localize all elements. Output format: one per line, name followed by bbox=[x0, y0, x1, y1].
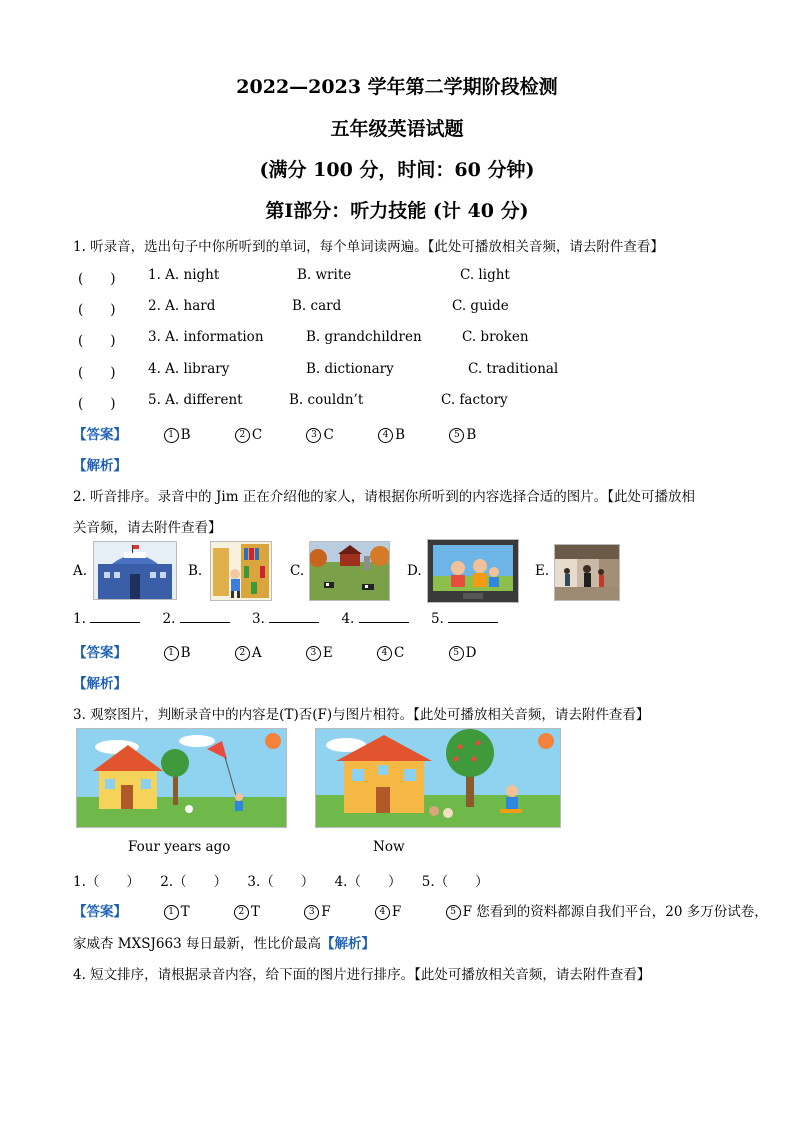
bookshelf-image bbox=[210, 541, 272, 601]
option-label-c: C. bbox=[290, 563, 305, 579]
q2-prompt-line2: 关音频，请去附件查看】 bbox=[73, 520, 222, 536]
answer-paren[interactable]: ( ) bbox=[78, 333, 116, 349]
option-a: 1. A. night bbox=[148, 267, 220, 283]
option-a: 5. A. different bbox=[148, 392, 243, 408]
option-label-e: E. bbox=[535, 563, 550, 579]
house-past-image bbox=[76, 728, 287, 828]
q2-blanks bbox=[73, 610, 498, 627]
analysis-tag: 【解析】 bbox=[320, 936, 375, 952]
answer-3: 3 E bbox=[306, 645, 333, 661]
option-label-b: B. bbox=[188, 563, 203, 579]
answer-4: 4 F bbox=[375, 904, 401, 920]
tf-item-3[interactable]: 3.（ ） bbox=[247, 874, 315, 890]
tv-family-image bbox=[427, 539, 519, 603]
tf-item-4[interactable]: 4.（ ） bbox=[334, 874, 402, 890]
option-b: B. write bbox=[297, 267, 352, 283]
option-c: C. broken bbox=[462, 329, 529, 345]
tf-item-5[interactable]: 5.（ ） bbox=[421, 874, 489, 890]
blank-4[interactable]: 4. bbox=[341, 611, 408, 627]
tf-item-2[interactable]: 2.（ ） bbox=[160, 874, 228, 890]
q2-answer-line bbox=[73, 641, 476, 661]
option-c: C. factory bbox=[441, 392, 508, 408]
option-label-d: D. bbox=[407, 563, 422, 579]
shopping-mall-image bbox=[554, 544, 620, 601]
answer-paren[interactable]: ( ) bbox=[78, 302, 116, 318]
option-c: C. guide bbox=[452, 298, 509, 314]
blank-3[interactable]: 3. bbox=[252, 611, 319, 627]
option-b: B. dictionary bbox=[306, 361, 394, 377]
answer-1: 1 B bbox=[164, 645, 191, 661]
q3-ad-line-2 bbox=[73, 932, 375, 952]
answer-4: 4 B bbox=[378, 427, 405, 443]
answer-paren[interactable]: ( ) bbox=[78, 365, 116, 381]
house-now-image bbox=[315, 728, 561, 828]
answer-3: 3 C bbox=[306, 427, 333, 443]
option-a: 4. A. library bbox=[148, 361, 230, 377]
blank-1[interactable]: 1. bbox=[73, 611, 140, 627]
answer-4: 4 C bbox=[377, 645, 404, 661]
option-a: 2. A. hard bbox=[148, 298, 216, 314]
ad-text-2: 家威杏 MXSJ663 每日最新，性比价最高 bbox=[73, 936, 321, 952]
answer-tag: 【答案】 bbox=[73, 645, 127, 661]
school-image bbox=[93, 541, 177, 600]
answer-3: 3 F bbox=[304, 904, 330, 920]
answer-paren[interactable]: ( ) bbox=[78, 396, 116, 412]
option-b: B. card bbox=[292, 298, 342, 314]
analysis-tag: 【解析】 bbox=[73, 676, 127, 692]
blank-2[interactable]: 2. bbox=[162, 611, 229, 627]
option-b: B. grandchildren bbox=[306, 329, 422, 345]
caption-now: Now bbox=[373, 839, 405, 855]
option-c: C. traditional bbox=[468, 361, 559, 377]
caption-four-years-ago: Four years ago bbox=[128, 839, 231, 855]
answer-2: 2 T bbox=[234, 904, 260, 920]
q1-prompt: 1. 听录音，选出句子中你所听到的单词，每个单词读两遍。【此处可播放相关音频，请去附件查看】 bbox=[73, 239, 664, 255]
q2-prompt-line1: 2. 听音排序。录音中的 Jim 正在介绍他的家人，请根据你所听到的内容选择合适的图片。【此处可播放相 bbox=[73, 489, 696, 505]
answer-5: 5 F bbox=[446, 904, 472, 920]
answer-2: 2 C bbox=[235, 427, 262, 443]
q3-answer-line bbox=[73, 900, 768, 920]
exam-subtitle: 五年级英语试题 bbox=[330, 118, 464, 140]
answer-2: 2 A bbox=[235, 645, 262, 661]
blank-5[interactable]: 5. bbox=[431, 611, 498, 627]
q4-prompt: 4. 短文排序，请根据录音内容，给下面的图片进行排序。【此处可播放相关音频，请去附件查看】 bbox=[73, 967, 651, 983]
farm-image bbox=[309, 541, 390, 601]
q1-answer-line bbox=[73, 423, 476, 443]
section-title: 第Ⅰ部分：听力技能 (计 40 分) bbox=[265, 200, 529, 222]
option-a: 3. A. information bbox=[148, 329, 264, 345]
answer-1: 1 B bbox=[164, 427, 191, 443]
answer-paren[interactable]: ( ) bbox=[78, 271, 116, 287]
option-b: B. couldn’t bbox=[289, 392, 364, 408]
tf-item-1[interactable]: 1.（ ） bbox=[73, 874, 140, 890]
q3-items bbox=[73, 870, 489, 890]
option-c: C. light bbox=[460, 267, 510, 283]
exam-score-time: (满分 100 分，时间：60 分钟) bbox=[259, 159, 535, 181]
q3-prompt: 3. 观察图片，判断录音中的内容是(T)否(F)与图片相符。【此处可播放相关音频，请去附件查看】 bbox=[73, 707, 650, 723]
answer-1: 1 T bbox=[164, 904, 190, 920]
analysis-tag: 【解析】 bbox=[73, 458, 127, 474]
answer-tag: 【答案】 bbox=[73, 427, 127, 443]
exam-title: 2022—2023 学年第二学期阶段检测 bbox=[236, 76, 558, 98]
answer-tag: 【答案】 bbox=[73, 904, 127, 920]
option-label-a: A. bbox=[73, 563, 88, 579]
answer-5: 5 D bbox=[449, 645, 477, 661]
ad-text: 您看到的资料都源自我们平台，20 多万份试卷， bbox=[476, 904, 768, 920]
answer-5: 5 B bbox=[449, 427, 476, 443]
